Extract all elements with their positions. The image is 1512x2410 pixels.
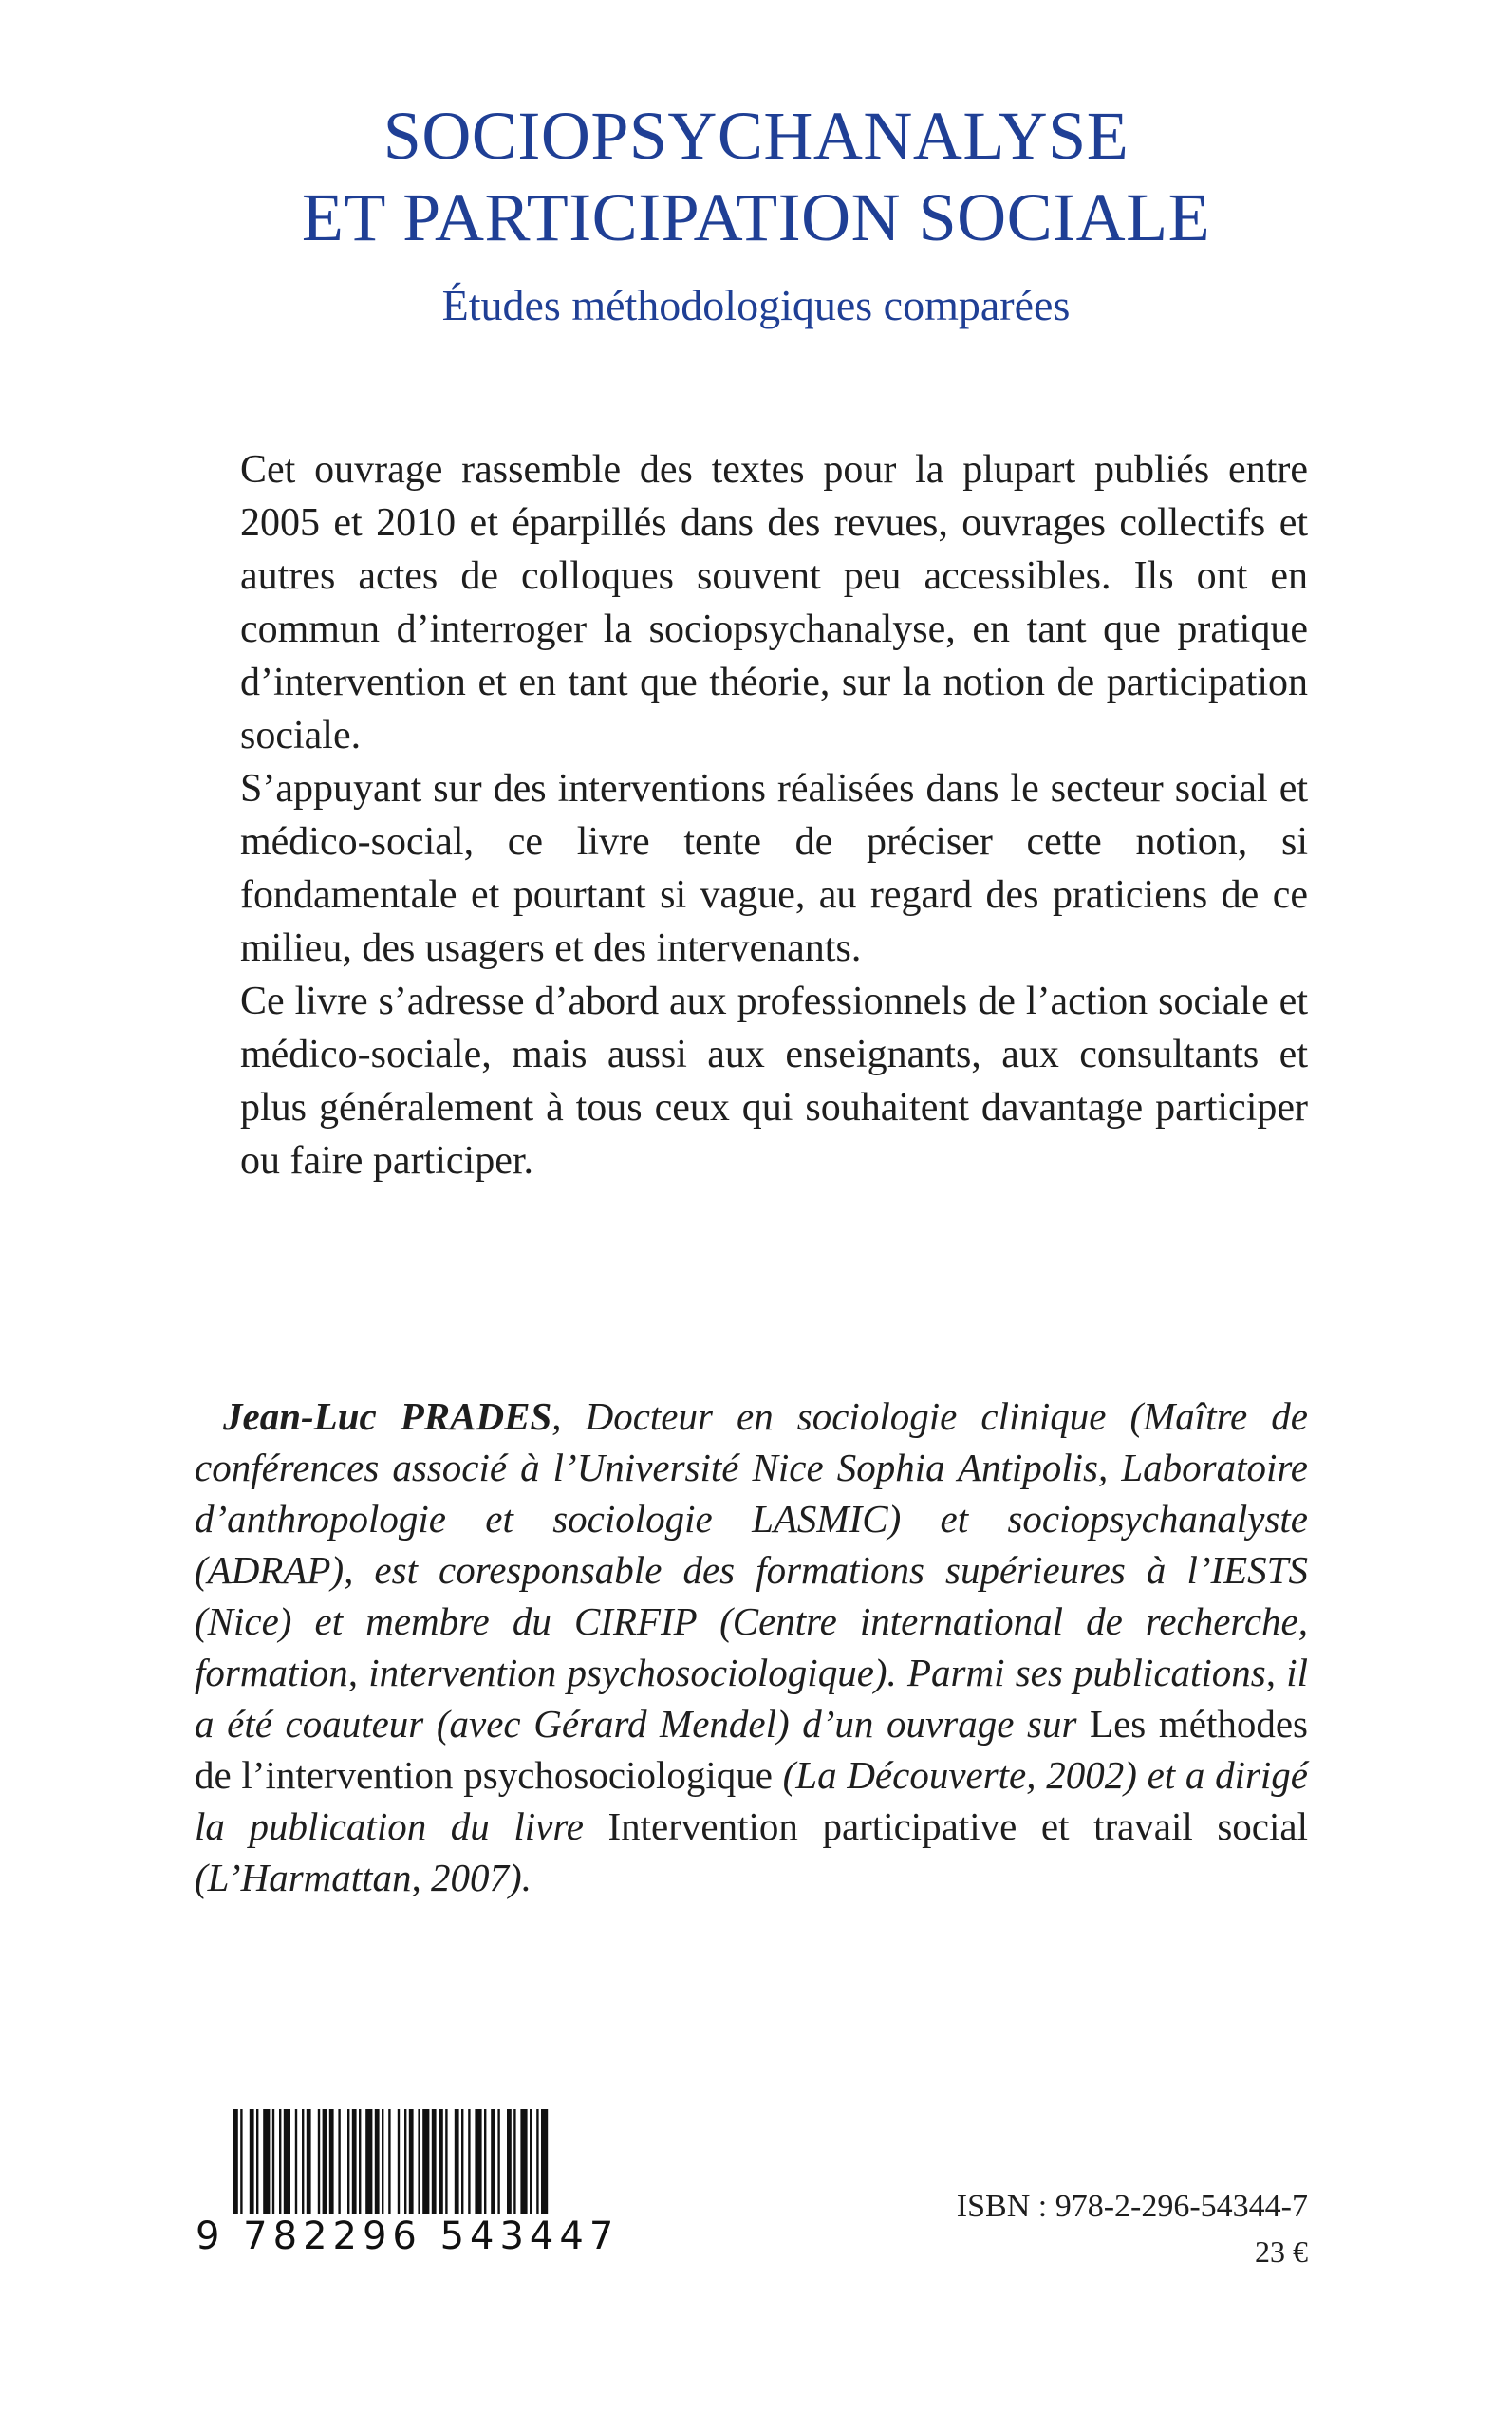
barcode-bar: [240, 2109, 242, 2214]
barcode-bar: [409, 2109, 414, 2214]
barcode-bar: [541, 2109, 548, 2214]
barcode-bar: [468, 2109, 470, 2214]
author-name: Jean-Luc PRADES: [223, 1394, 552, 1438]
barcode-digits: 9 782296 543447: [196, 2214, 620, 2258]
barcode-bar: [422, 2109, 429, 2214]
barcode-bar: [513, 2109, 515, 2214]
barcode-bar: [461, 2109, 463, 2214]
barcode-bar: [398, 2109, 400, 2214]
barcode-bar: [388, 2109, 390, 2214]
barcode-bar: [404, 2109, 406, 2214]
barcode-bar: [536, 2109, 538, 2214]
barcode-bar: [432, 2109, 437, 2214]
barcode-bar: [507, 2109, 512, 2214]
bio-book-title-1: Les méthodes de l’intervention psychosociologique: [195, 1702, 1308, 1797]
barcode-bar: [329, 2109, 334, 2214]
price: 23 €: [1255, 2234, 1308, 2269]
barcode-bar: [318, 2109, 320, 2214]
barcode-bar: [439, 2109, 443, 2214]
book-summary: [240, 443, 1308, 1187]
summary-paragraph-1: Cet ouvrage rassemble des textes pour la plupart publiés entre 2005 et 2010 et éparpillés dans des revues, ouvrages collectifs et autres actes de colloques souvent peu accessibles. Ils ont en commun d’interroger la sociopsychanalyse, en tant que pratique d’intervention et en tant que théorie, sur la notion de participation sociale.: [240, 448, 1308, 757]
barcode-bar: [302, 2109, 304, 2214]
barcode-bar: [445, 2109, 447, 2214]
barcode-bar: [233, 2109, 238, 2214]
barcode-bar: [347, 2109, 349, 2214]
summary-paragraph-2: S’appuyant sur des interventions réalisées dans le secteur social et médico-social, ce livre tente de préciser cette notion, si fondamentale et pourtant si vague, au regard des praticiens de ce milieu, des usagers et des intervenants.: [240, 767, 1308, 970]
barcode-bar: [359, 2109, 361, 2214]
barcode-bar: [279, 2109, 281, 2214]
barcode-bar: [491, 2109, 495, 2214]
barcode-bar: [382, 2109, 383, 2214]
barcode-bar: [520, 2109, 527, 2214]
bio-text-1: , Docteur en sociologie clinique (Maître de conférences associé à l’Université Nice Sophia Antipolis, Laboratoire d’anthropologie et sociologie LASMIC) et sociopsychanalyste (ADRAP), est coresponsable des formations supérieures à l’IESTS (Nice) et membre du CIRFIP (Centre international de recherche, formation, intervention psychosociologique). Parmi ses publications, il a été coauteur (avec Gérard Mendel) d’un ouvrage sur: [195, 1394, 1308, 1746]
barcode-bar: [250, 2109, 254, 2214]
book-title-line-2: ET PARTICIPATION SOCIALE: [301, 179, 1211, 255]
barcode-bars: [230, 2109, 557, 2214]
barcode-bar: [256, 2109, 258, 2214]
author-biography: [195, 1391, 1308, 1903]
barcode-bar: [375, 2109, 380, 2214]
barcode-bar: [530, 2109, 532, 2214]
barcode-bar: [272, 2109, 274, 2214]
barcode-bar: [284, 2109, 290, 2214]
bio-text-2: (La Découverte, 2002) et a dirigé la publication du livre: [195, 1753, 1308, 1848]
isbn: ISBN : 978-2-296-54344-7: [956, 2189, 1308, 2224]
barcode-bar: [484, 2109, 486, 2214]
barcode-bar: [263, 2109, 270, 2214]
barcode-bar: [307, 2109, 311, 2214]
barcode-bar: [497, 2109, 499, 2214]
book-subtitle: Études méthodologiques comparées: [441, 281, 1071, 329]
barcode-bar: [352, 2109, 357, 2214]
book-title-line-1: SOCIOPSYCHANALYSE: [383, 98, 1129, 174]
summary-paragraph-3: Ce livre s’adresse d’abord aux professionnels de l’action sociale et médico-sociale, mais aussi aux enseignants, aux consultants et plus généralement à tous ceux qui souhaitent davantage participer ou faire participer.: [240, 980, 1308, 1183]
barcode-bar: [323, 2109, 327, 2214]
barcode-bar: [338, 2109, 340, 2214]
bio-book-title-2: Intervention participative et travail social: [607, 1804, 1308, 1848]
barcode-bar: [455, 2109, 459, 2214]
barcode-bar: [475, 2109, 481, 2214]
barcode-bar: [295, 2109, 297, 2214]
bio-text-3: (L’Harmattan, 2007).: [195, 1856, 532, 1899]
barcode-bar: [418, 2109, 420, 2214]
barcode-bar: [365, 2109, 372, 2214]
